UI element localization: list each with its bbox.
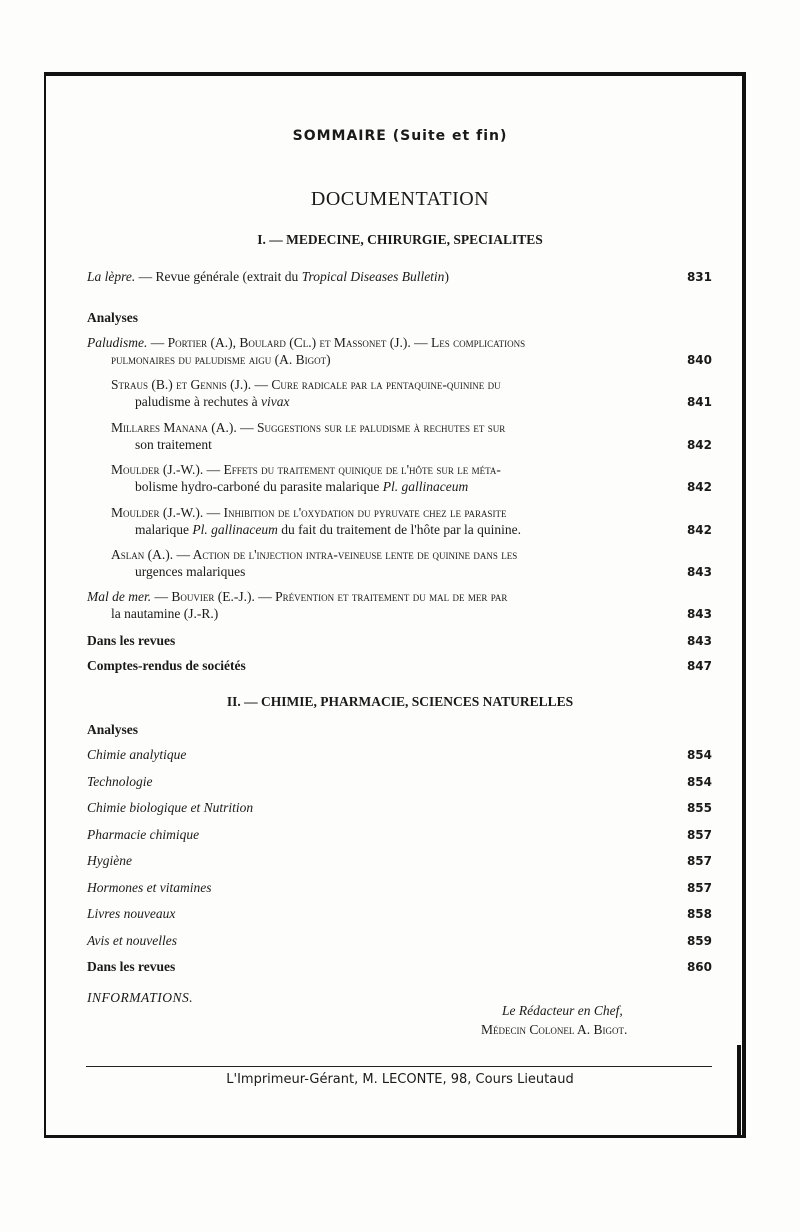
page-number: 831 bbox=[686, 270, 712, 284]
toc-entry-lepre bbox=[87, 268, 659, 285]
entry-label: Pharmacie chimique bbox=[87, 827, 200, 842]
analyses-label: Analyses bbox=[87, 722, 139, 737]
entry-label: Livres nouveaux bbox=[87, 906, 176, 921]
toc-entry bbox=[111, 504, 671, 538]
page-number: 860 bbox=[686, 960, 712, 974]
toc-entry bbox=[87, 879, 659, 896]
toc-entry bbox=[87, 746, 659, 763]
page-number: 843 bbox=[686, 565, 712, 579]
page-number: 857 bbox=[686, 881, 712, 895]
entry-line-1: Aslan (A.). — Action de l'injection intra-veineuse lente de quinine dans les bbox=[111, 547, 518, 562]
toc-entry-comptes bbox=[87, 657, 659, 674]
border-mark bbox=[737, 1045, 741, 1135]
signature-line-2: Médecin Colonel A. Bigot. bbox=[481, 1022, 628, 1037]
toc-entry bbox=[87, 826, 659, 843]
entry-line-2b: du fait du traitement de l'hôte par la quinine. bbox=[277, 522, 521, 537]
analyses-label: Analyses bbox=[87, 310, 139, 325]
entry-line-1: — Bouvier (E.-J.). — Prévention et traitement du mal de mer par bbox=[151, 589, 508, 604]
entry-line-2: malarique bbox=[135, 522, 193, 537]
entry-italic: Pl. gallinaceum bbox=[192, 522, 278, 537]
entry-line-1: Moulder (J.-W.). — Effets du traitement quinique de l'hôte sur le méta- bbox=[111, 462, 501, 477]
entry-italic: La lèpre. bbox=[87, 269, 136, 284]
entry-label: Hygiène bbox=[87, 853, 132, 868]
toc-entry bbox=[87, 334, 659, 368]
signature-line-1: Le Rédacteur en Chef, bbox=[502, 1003, 623, 1018]
entry-italic: Mal de mer. bbox=[87, 589, 152, 604]
page-number: 840 bbox=[686, 353, 712, 367]
page-number: 854 bbox=[686, 775, 712, 789]
entry-line-2: la nautamine (J.-R.) bbox=[111, 606, 219, 621]
toc-entry bbox=[87, 852, 659, 869]
toc-entry bbox=[87, 905, 659, 922]
informations-label: INFORMATIONS. bbox=[87, 990, 194, 1005]
entry-text-2: ) bbox=[444, 269, 449, 284]
page-number: 859 bbox=[686, 934, 712, 948]
toc-entry bbox=[87, 932, 659, 949]
entry-line-2: urgences malariques bbox=[135, 564, 246, 579]
entry-line-1: Moulder (J.-W.). — Inhibition de l'oxydation du pyruvate chez le parasite bbox=[111, 505, 507, 520]
page-number: 855 bbox=[686, 801, 712, 815]
toc-entry bbox=[87, 773, 659, 790]
entry-label: Technologie bbox=[87, 774, 153, 789]
toc-entry bbox=[111, 376, 659, 410]
entry-line-2: pulmonaires du paludisme aigu (A. Bigot) bbox=[111, 352, 331, 367]
page-number: 854 bbox=[686, 748, 712, 762]
entry-italic: Pl. gallinaceum bbox=[382, 479, 469, 494]
page-title: DOCUMENTATION bbox=[310, 188, 490, 210]
page-number: 843 bbox=[686, 607, 712, 621]
divider bbox=[86, 1066, 712, 1067]
entry-label: Chimie biologique et Nutrition bbox=[87, 800, 254, 815]
entry-label: Dans les revues bbox=[87, 959, 176, 974]
entry-line-2: son traitement bbox=[135, 437, 212, 452]
entry-line-1: — Portier (A.), Boulard (Cl.) et Massonet (J.). — Les complications bbox=[147, 335, 526, 350]
entry-label: Dans les revues bbox=[87, 633, 176, 648]
page-number: 841 bbox=[686, 395, 712, 409]
entry-label: Avis et nouvelles bbox=[87, 933, 177, 948]
sommaire-heading: SOMMAIRE (Suite et fin) bbox=[292, 128, 508, 144]
section-2-heading: II. — CHIMIE, PHARMACIE, SCIENCES NATURELLES bbox=[226, 694, 574, 709]
page-number: 857 bbox=[686, 828, 712, 842]
page-number: 843 bbox=[686, 634, 712, 648]
page-number: 858 bbox=[686, 907, 712, 921]
entry-italic-2: Tropical Diseases Bulletin bbox=[301, 269, 445, 284]
page-number: 847 bbox=[686, 659, 712, 673]
toc-entry bbox=[87, 799, 659, 816]
entry-label: Hormones et vitamines bbox=[87, 880, 212, 895]
entry-italic: vivax bbox=[260, 394, 290, 409]
entry-line-1: Straus (B.) et Gennis (J.). — Cure radicale par la pentaquine-quinine du bbox=[111, 377, 501, 392]
entry-italic: Paludisme. bbox=[87, 335, 148, 350]
entry-line-1: Millares Manana (A.). — Suggestions sur le paludisme à rechutes et sur bbox=[111, 420, 506, 435]
toc-entry bbox=[111, 419, 659, 453]
imprint-line: L'Imprimeur-Gérant, M. LECONTE, 98, Cours Lieutaud bbox=[226, 1072, 574, 1087]
toc-entry bbox=[111, 546, 659, 580]
section-1-heading: I. — MEDECINE, CHIRURGIE, SPECIALITES bbox=[257, 232, 543, 247]
page-number: 842 bbox=[686, 480, 712, 494]
toc-entry bbox=[111, 461, 659, 495]
entry-line-2: bolisme hydro-carboné du parasite malarique bbox=[135, 479, 383, 494]
entry-line-2: paludisme à rechutes à bbox=[135, 394, 261, 409]
toc-entry bbox=[87, 588, 659, 622]
entry-label: Chimie analytique bbox=[87, 747, 187, 762]
entry-label: Comptes-rendus de sociétés bbox=[87, 658, 246, 673]
toc-entry bbox=[87, 958, 659, 975]
page-number: 857 bbox=[686, 854, 712, 868]
page-number: 842 bbox=[686, 523, 712, 537]
entry-text: — Revue générale (extrait du bbox=[135, 269, 302, 284]
toc-entry-revues bbox=[87, 632, 659, 649]
page-number: 842 bbox=[686, 438, 712, 452]
